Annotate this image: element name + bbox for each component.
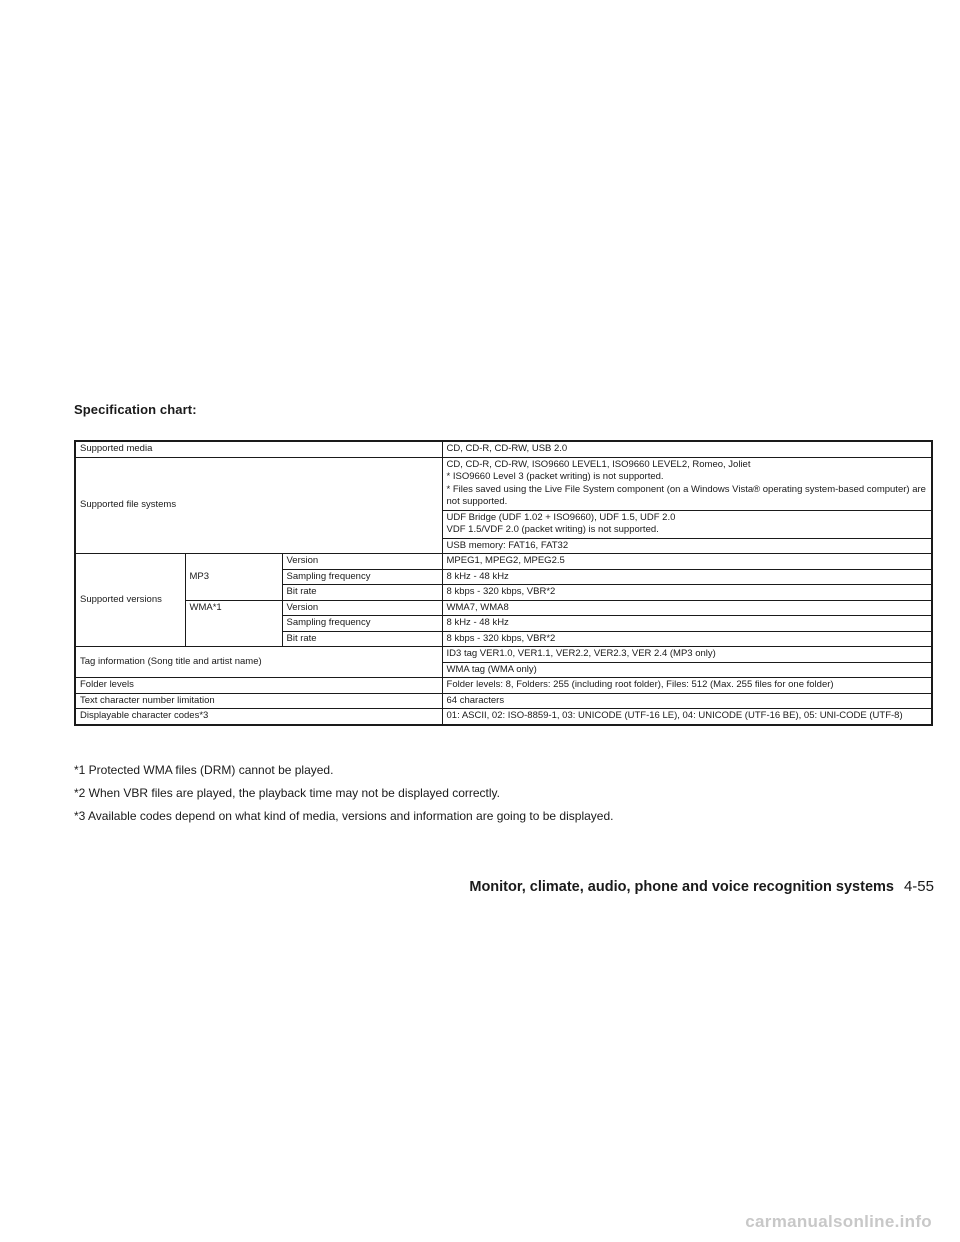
section-title: Specification chart:: [74, 402, 197, 417]
footnote-1: *1 Protected WMA files (DRM) cannot be played.: [74, 763, 334, 777]
tag-info-value-id3: ID3 tag VER1.0, VER1.1, VER2.2, VER2.3, VER 2.4 (MP3 only): [442, 647, 932, 663]
tag-info-label: Tag information (Song title and artist name): [75, 647, 442, 678]
table-row: [75, 441, 932, 457]
text-limit-label: Text character number limitation: [75, 693, 442, 709]
mp3-bitrate-value: 8 kbps - 320 kbps, VBR*2: [442, 585, 932, 601]
file-systems-value-usb: USB memory: FAT16, FAT32: [442, 538, 932, 554]
mp3-version-label: Version: [282, 554, 442, 570]
character-codes-value: 01: ASCII, 02: ISO-8859-1, 03: UNICODE (UTF-16 LE), 04: UNICODE (UTF-16 BE), 05: UNI-CODE (UTF-8): [442, 709, 932, 725]
file-systems-line: CD, CD-R, CD-RW, ISO9660 LEVEL1, ISO9660 LEVEL2, Romeo, Joliet: [446, 458, 751, 470]
mp3-bitrate-label: Bit rate: [282, 585, 442, 601]
mp3-version-value: MPEG1, MPEG2, MPEG2.5: [442, 554, 932, 570]
file-systems-line: UDF Bridge (UDF 1.02 + ISO9660), UDF 1.5, UDF 2.0: [446, 511, 676, 523]
table-row: [75, 647, 932, 663]
footer-section-title: Monitor, climate, audio, phone and voice recognition systems: [469, 879, 894, 895]
page-number: 4-55: [903, 878, 934, 895]
table-row: [75, 693, 932, 709]
table-row: [75, 457, 932, 510]
character-codes-label: Displayable character codes*3: [75, 709, 442, 725]
file-systems-note: VDF 1.5/VDF 2.0 (packet writing) is not supported.: [446, 524, 659, 535]
mp3-frequency-label: Sampling frequency: [282, 569, 442, 585]
wma-bitrate-label: Bit rate: [282, 631, 442, 647]
table-row: [75, 678, 932, 694]
footnote-3: *3 Available codes depend on what kind of media, versions and information are going to be displayed.: [74, 809, 614, 823]
footnotes: [74, 764, 613, 833]
file-systems-value-udf: [442, 510, 932, 538]
file-systems-label: Supported file systems: [75, 457, 442, 554]
folder-levels-value: Folder levels: 8, Folders: 255 (including root folder), Files: 512 (Max. 255 files for one folder): [442, 678, 932, 694]
wma-label: WMA*1: [185, 600, 282, 647]
wma-version-value: WMA7, WMA8: [442, 600, 932, 616]
file-systems-note: * ISO9660 Level 3 (packet writing) is not supported.: [446, 471, 664, 482]
supported-media-value: CD, CD-R, CD-RW, USB 2.0: [442, 441, 932, 457]
file-systems-note: * Files saved using the Live File System component (on a Windows Vista® operating system-based computer) are not supported.: [446, 483, 926, 507]
footnote-2: *2 When VBR files are played, the playback time may not be displayed correctly.: [74, 786, 500, 800]
wma-frequency-value: 8 kHz - 48 kHz: [442, 616, 932, 632]
tag-info-value-wma: WMA tag (WMA only): [442, 662, 932, 678]
wma-version-label: Version: [282, 600, 442, 616]
table-row: [75, 709, 932, 725]
table-row: [75, 554, 932, 570]
specification-table: [74, 440, 933, 726]
folder-levels-label: Folder levels: [75, 678, 442, 694]
mp3-label: MP3: [185, 554, 282, 601]
wma-bitrate-value: 8 kbps - 320 kbps, VBR*2: [442, 631, 932, 647]
supported-media-label: Supported media: [75, 441, 442, 457]
watermark: carmanualsonline.info: [745, 1212, 932, 1231]
file-systems-value-disc: [442, 457, 932, 510]
wma-frequency-label: Sampling frequency: [282, 616, 442, 632]
text-limit-value: 64 characters: [442, 693, 932, 709]
table-row: [75, 600, 932, 616]
mp3-frequency-value: 8 kHz - 48 kHz: [442, 569, 932, 585]
page-footer: [469, 878, 934, 895]
supported-versions-label: Supported versions: [75, 554, 185, 647]
